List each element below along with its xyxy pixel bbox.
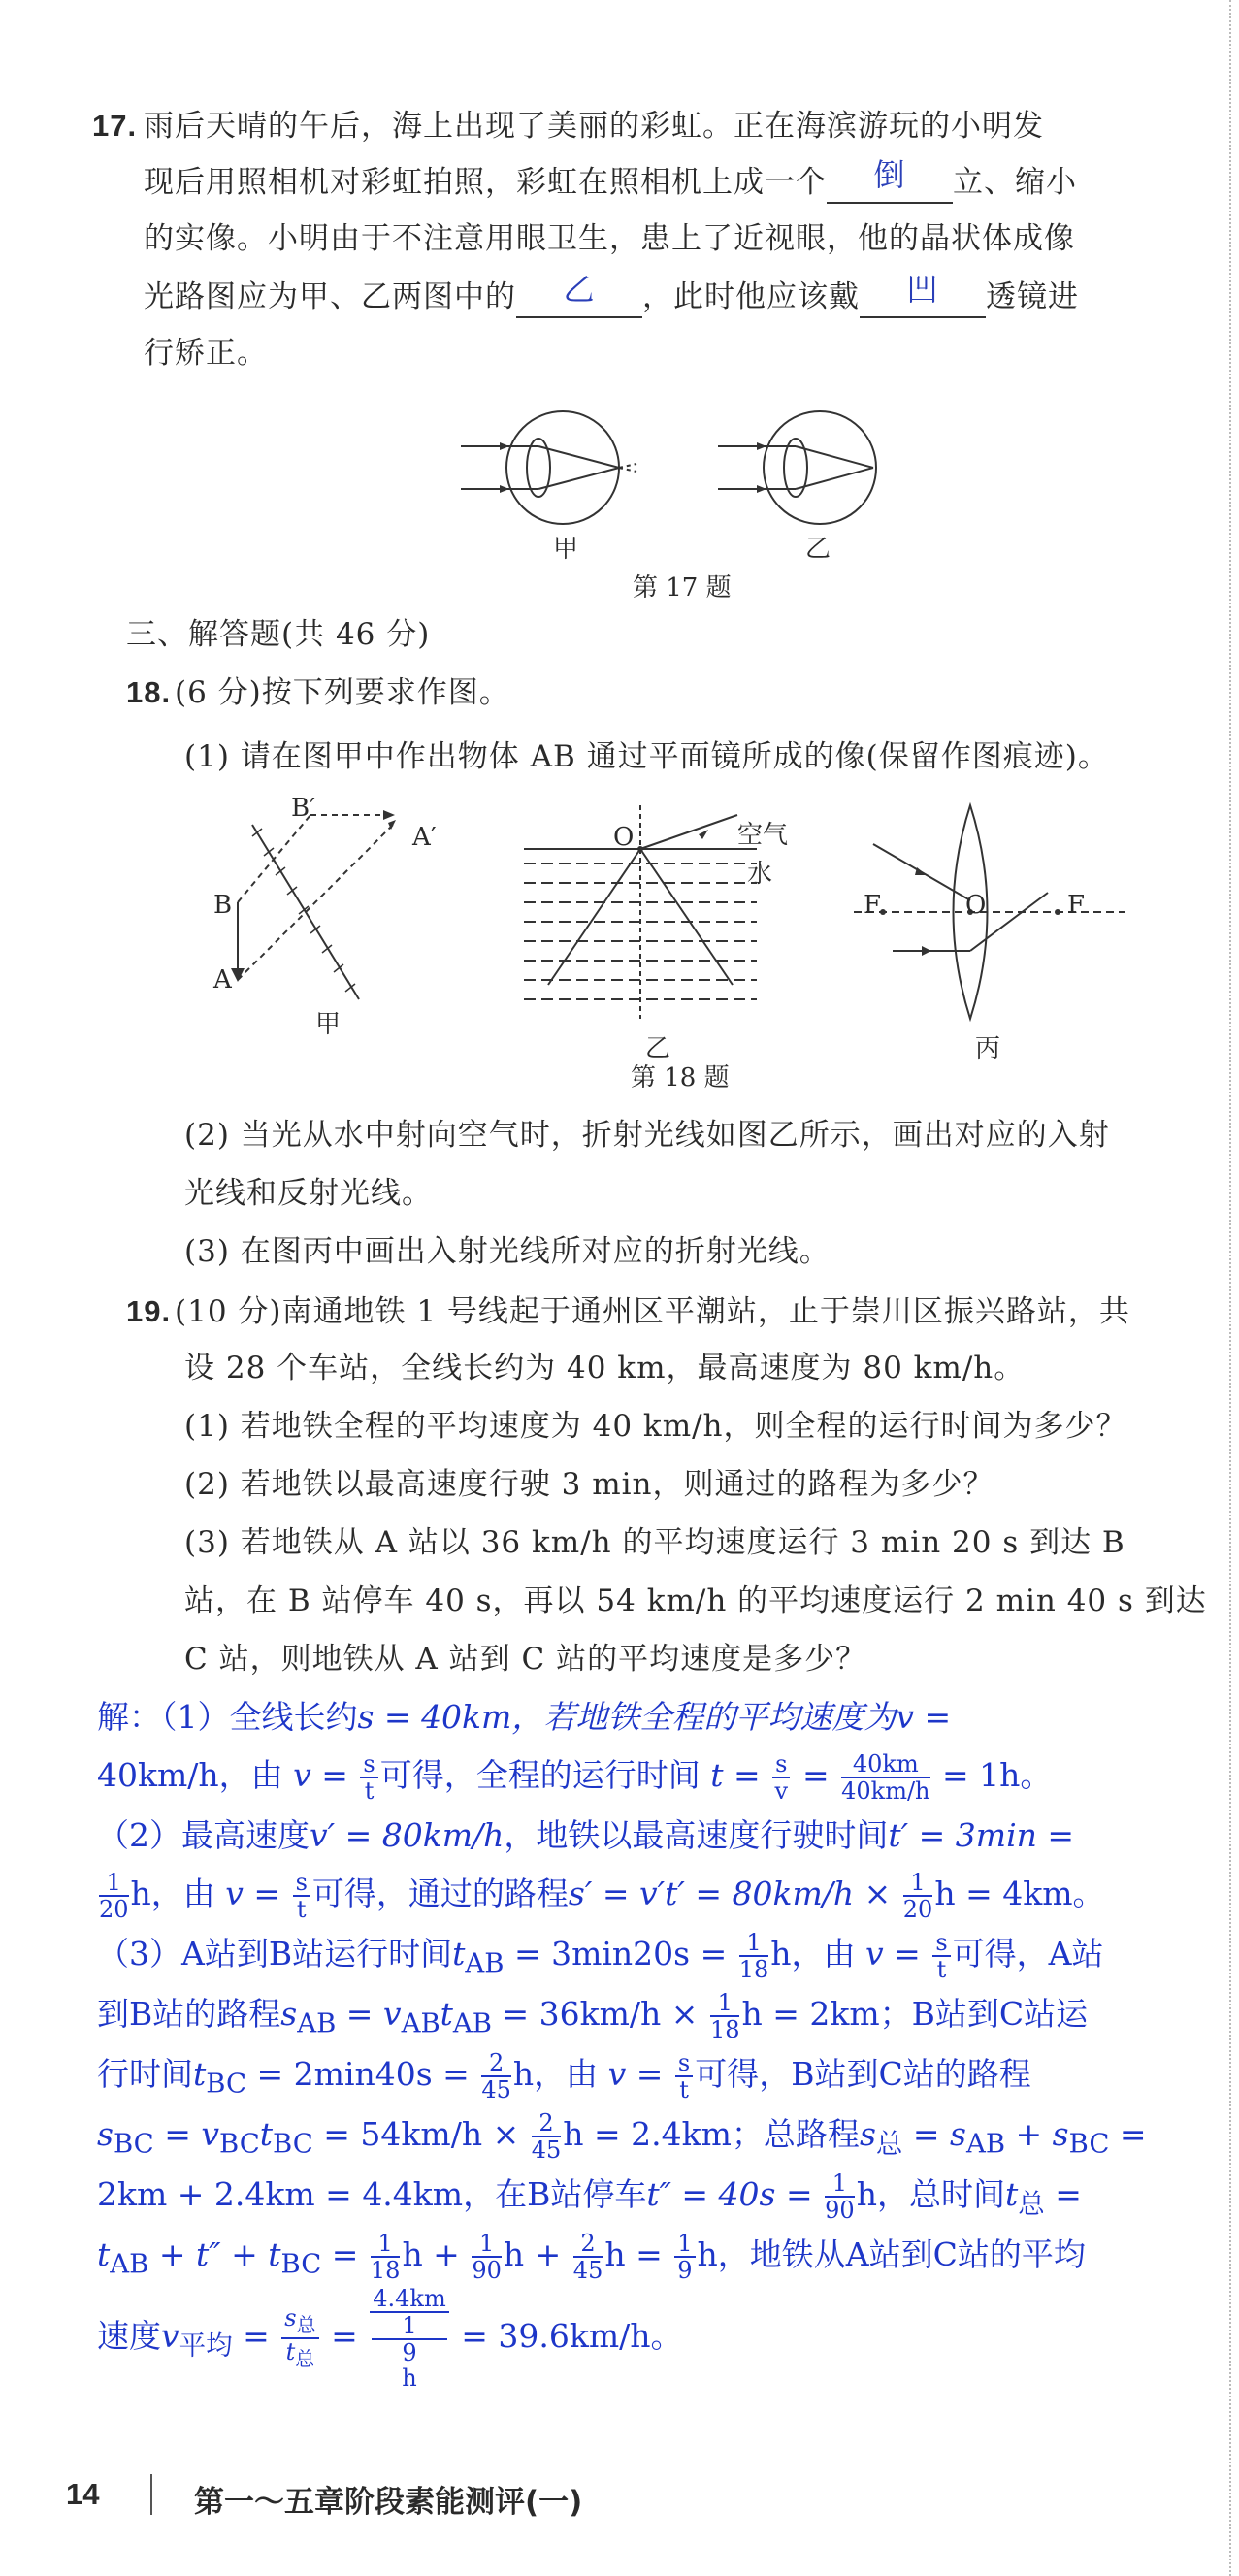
fig-label-o2: O <box>965 891 987 920</box>
solution-line5: （3）A站到B站运行时间$t_{AB} = 3\min 20s$ = $\frac{1}{18}$ h，由 v = $\frac{s}{t}$ 可得，A站 <box>97 1929 1104 1983</box>
q17-line2: 现后用照相机对彩虹拍照，彩虹在照相机上成一个 倒 立、缩小 <box>144 161 1077 204</box>
q17-eye-diagrams <box>446 408 912 572</box>
q19-part3-line1: (3) 若地铁从 A 站以 36 km/h 的平均速度运行 3 min 20 s 到达 B <box>184 1525 1125 1560</box>
footer-divider <box>150 2474 152 2515</box>
q19-line1: (10 分)南通地铁 1 号线起于通州区平潮站，止于崇川区振兴路站，共 <box>175 1294 1130 1329</box>
q19-number: 19. <box>126 1294 172 1328</box>
solution-line9: 2km + 2.4km = 4.4km，在B站停车t″ = 40s = $\frac{1}{90}$ h，总时间$t_总$ = <box>97 2169 1082 2224</box>
fig-label-b: B <box>213 891 233 920</box>
q17-fig-label-jia: 甲 <box>553 535 579 564</box>
solution-line10: $t_{AB} + t'' + t_{BC}$ = $\frac{1}{18}$ h + $\frac{1}{90}$ h + $\frac{2}{45}$ h = $\frac{1}{9}$ h，地铁从A站到C站的平均 <box>97 2230 1086 2284</box>
page-number: 14 <box>66 2477 100 2511</box>
q18-intro: (6 分)按下列要求作图。 <box>175 675 510 710</box>
q19-part1: (1) 若地铁全程的平均速度为 40 km/h，则全程的运行时间为多少？ <box>184 1409 1127 1444</box>
eye1-ball <box>506 411 619 524</box>
fig-label-air: 空气 <box>737 821 789 850</box>
footer-title: 第一～五章阶段素能测评(一) <box>194 2485 583 2520</box>
q17-number: 17. <box>92 109 138 143</box>
solution-line2: 40km/h，由 v = $\frac{s}{t}$ 可得，全程的运行时间 t = $\frac{s}{v}$ = $\frac{40km}{40km/h}$ = 1h。 <box>97 1750 1053 1805</box>
q17-fig-label-yi: 乙 <box>805 535 831 564</box>
fig-label-f1: F <box>864 891 882 920</box>
fig-label-o: O <box>613 823 635 852</box>
solution-line11: 速度$v_{平均}$ = $s_总$ $t_总$ = 4.4km 1 9 h = 39.6km/h。 <box>97 2285 683 2392</box>
page-edge <box>1229 0 1239 2576</box>
solution-line6: 到B站的路程$s_{AB} = v_{AB}t_{AB} = 36km/h$ × $\frac{1}{18}$ h = 2km；B站到C站运 <box>97 1989 1089 2043</box>
solution-line3: （2）最高速度v′ = 80km/h，地铁以最高速度行驶时间t′ = 3min = <box>97 1816 1075 1854</box>
fig-label-jia: 甲 <box>315 1010 342 1039</box>
q19-part3-line3: C 站，则地铁从 A 站到 C 站的平均速度是多少？ <box>184 1642 867 1677</box>
q18-fig-caption: 第 18 题 <box>631 1063 730 1092</box>
q18-number: 18. <box>126 675 172 709</box>
q17-fig-caption: 第 17 题 <box>633 573 732 603</box>
solution-line7: 行时间$t_{BC} = 2\min 40s$ = $\frac{2}{45}$ h，由 v = $\frac{s}{t}$ 可得，B站到C站的路程 <box>97 2049 1031 2103</box>
section3-title: 三、解答题(共 46 分) <box>126 617 431 652</box>
fig-label-f2: F <box>1067 891 1086 920</box>
fig-label-aprime: A′ <box>412 823 437 852</box>
fig-label-bing: 丙 <box>975 1034 1001 1063</box>
fig-label-water: 水 <box>747 860 773 889</box>
q19-part3-line2: 站，在 B 站停车 40 s，再以 54 km/h 的平均速度运行 2 min 40 s 到达 <box>184 1583 1207 1618</box>
eye2-ball <box>764 411 876 524</box>
q17-line3: 的实像。小明由于不注意用眼卫生，患上了近视眼，他的晶状体成像 <box>144 221 1075 256</box>
solution-line1: 解：（1）全线长约s = 40km，若地铁全程的平均速度为v = <box>97 1698 952 1736</box>
fig-label-a: A <box>213 965 232 995</box>
q19-part2: (2) 若地铁以最高速度行驶 3 min，则通过的路程为多少？ <box>184 1467 994 1502</box>
solution-line8: $s_{BC} = v_{BC}t_{BC} = 54km/h$ × $\frac{2}{45}$ h = 2.4km；总路程$s_总 = s_{AB} + s_{BC}$ = <box>97 2109 1147 2164</box>
q17-line5: 行矫正。 <box>144 336 268 371</box>
q19-line2: 设 28 个车站，全线长约为 40 km，最高速度为 80 km/h。 <box>184 1351 1026 1386</box>
q17-answer1: 倒 <box>873 156 906 193</box>
q17-line4: 光路图应为甲、乙两图中的 乙 ，此时他应该戴 凹 透镜进 <box>144 276 1079 318</box>
q17-line1: 雨后天晴的午后，海上出现了美丽的彩虹。正在海滨游玩的小明发 <box>144 109 1044 144</box>
mirror <box>252 825 359 999</box>
q18-part1: (1) 请在图甲中作出物体 AB 通过平面镜所成的像(保留作图痕迹)。 <box>184 739 1109 774</box>
q18-part3: (3) 在图丙中画出入射光线所对应的折射光线。 <box>184 1234 831 1269</box>
fig-label-bprime: B′ <box>291 794 316 823</box>
q18-part2-line2: 光线和反射光线。 <box>184 1176 433 1211</box>
q17-answer2: 乙 <box>563 271 596 308</box>
q17-answer3: 凹 <box>906 271 939 308</box>
q18-part2-line1: (2) 当光从水中射向空气时，折射光线如图乙所示，画出对应的入射 <box>184 1118 1110 1153</box>
fig-label-yi: 乙 <box>645 1034 671 1063</box>
solution-line4: $\frac{1}{20}$ h，由 v = $\frac{s}{t}$ 可得，通过的路程s′ = v′t′ = 80km/h × $\frac{1}{20}$ h = 4km。 <box>99 1869 1105 1923</box>
